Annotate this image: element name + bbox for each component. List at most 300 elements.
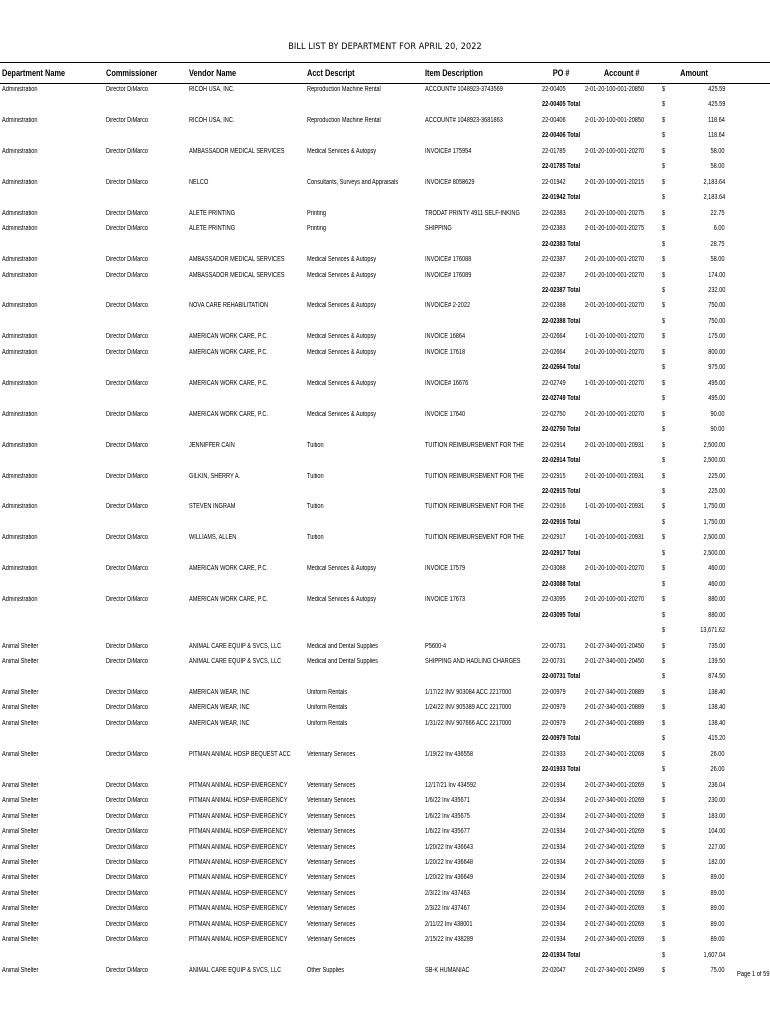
table-row bbox=[0, 656, 770, 669]
department-cell: Administration bbox=[2, 472, 38, 480]
account-number-cell: 1-01-20-100-001-20270 bbox=[585, 333, 645, 341]
currency-symbol: $ bbox=[662, 859, 666, 866]
po-total-row bbox=[0, 130, 770, 143]
po-total-row bbox=[0, 316, 770, 329]
commissioner-cell: Director DiMarco bbox=[106, 348, 149, 356]
item-description-cell: 1/24/22 INV 905389 ACC 2217000 bbox=[425, 704, 512, 712]
account-number-cell: 2-01-27-340-001-20269 bbox=[585, 812, 645, 820]
po-number-cell: 22-00979 Total bbox=[542, 735, 581, 743]
vendor-cell: WILLIAMS, ALLEN bbox=[189, 534, 237, 542]
amount-cell: 230.00 bbox=[707, 797, 725, 805]
table-row bbox=[0, 934, 770, 947]
amount-cell: 2,500.00 bbox=[703, 457, 725, 465]
table-row bbox=[0, 641, 770, 654]
acct-descript-cell: Reproduction Machine Rental bbox=[307, 116, 381, 124]
po-total-row bbox=[0, 548, 770, 561]
commissioner-cell: Director DiMarco bbox=[106, 936, 149, 944]
acct-descript-cell: Veterinary Services bbox=[307, 797, 356, 805]
currency-symbol: $ bbox=[662, 967, 666, 975]
department-cell: Administration bbox=[2, 209, 38, 217]
po-number-cell: 22-00731 bbox=[542, 642, 566, 650]
po-number-cell: 22-02914 bbox=[542, 441, 566, 449]
department-cell: Animal Shelter bbox=[2, 859, 39, 866]
department-cell: Animal Shelter bbox=[2, 843, 39, 851]
currency-symbol: $ bbox=[662, 457, 666, 465]
amount-cell: 460.00 bbox=[707, 580, 725, 588]
department-cell: Animal Shelter bbox=[2, 704, 39, 712]
commissioner-cell: Director DiMarco bbox=[106, 596, 149, 604]
commissioner-cell: Director DiMarco bbox=[106, 812, 149, 820]
table-row bbox=[0, 749, 770, 762]
commissioner-cell: Director DiMarco bbox=[106, 750, 149, 758]
item-description-cell: TUITION REIMBURSEMENT FOR THE bbox=[425, 472, 525, 480]
po-number-cell: 22-01942 bbox=[542, 178, 566, 186]
table-row bbox=[0, 409, 770, 422]
amount-cell: 2,500.00 bbox=[703, 441, 725, 449]
account-number-cell: 2-01-27-340-001-20269 bbox=[585, 797, 645, 805]
table-row bbox=[0, 780, 770, 793]
commissioner-cell: Director DiMarco bbox=[106, 410, 149, 418]
commissioner-cell: Director DiMarco bbox=[106, 256, 149, 264]
po-number-cell: 22-02916 bbox=[542, 503, 566, 511]
acct-descript-cell: Tuition bbox=[307, 441, 324, 449]
po-number-cell: 22-01934 bbox=[542, 859, 566, 866]
account-number-cell: 2-01-27-340-001-20269 bbox=[585, 905, 645, 913]
po-number-cell: 22-02915 bbox=[542, 472, 566, 480]
po-number-cell: 22-01933 Total bbox=[542, 766, 581, 774]
item-description-cell: 1/6/22 Inv 435675 bbox=[425, 812, 470, 820]
acct-descript-cell: Veterinary Services bbox=[307, 828, 356, 836]
po-number-cell: 22-02749 bbox=[542, 379, 566, 387]
department-cell: Animal Shelter bbox=[2, 812, 39, 820]
amount-cell: 460.00 bbox=[707, 565, 725, 573]
po-total-row bbox=[0, 455, 770, 468]
department-cell: Administration bbox=[2, 271, 38, 279]
item-description-cell: 1/20/22 Inv 436648 bbox=[425, 859, 473, 866]
acct-descript-cell: Uniform Rentals bbox=[307, 688, 348, 696]
department-cell: Animal Shelter bbox=[2, 920, 39, 928]
department-cell: Administration bbox=[2, 441, 38, 449]
account-number-cell: 2-01-20-100-001-20270 bbox=[585, 271, 645, 279]
acct-descript-cell: Veterinary Services bbox=[307, 843, 356, 851]
page-number: Page 1 of 59 bbox=[737, 971, 770, 978]
commissioner-cell: Director DiMarco bbox=[106, 333, 149, 341]
department-cell: Animal Shelter bbox=[2, 936, 39, 944]
currency-symbol: $ bbox=[662, 828, 666, 836]
currency-symbol: $ bbox=[662, 920, 666, 928]
currency-symbol: $ bbox=[662, 410, 666, 418]
acct-descript-cell: Other Supplies bbox=[307, 967, 345, 975]
currency-symbol: $ bbox=[662, 317, 666, 325]
po-number-cell: 22-00406 Total bbox=[542, 132, 581, 140]
currency-symbol: $ bbox=[662, 163, 666, 171]
account-number-cell: 2-01-27-340-001-20269 bbox=[585, 843, 645, 851]
amount-cell: 750.00 bbox=[707, 317, 725, 325]
currency-symbol: $ bbox=[662, 116, 666, 124]
po-total-row bbox=[0, 486, 770, 499]
department-cell: Administration bbox=[2, 410, 38, 418]
amount-cell: 26.00 bbox=[710, 766, 725, 774]
vendor-cell: PITMAN ANIMAL HOSP-EMERGENCY bbox=[189, 859, 288, 866]
currency-symbol: $ bbox=[662, 240, 666, 248]
account-number-cell: 2-01-27-340-001-20499 bbox=[585, 967, 645, 975]
table-row bbox=[0, 718, 770, 731]
item-description-cell: 1/6/22 Inv 435677 bbox=[425, 828, 470, 836]
commissioner-cell: Director DiMarco bbox=[106, 302, 149, 310]
amount-cell: 6.00 bbox=[714, 225, 725, 233]
po-total-row bbox=[0, 239, 770, 252]
currency-symbol: $ bbox=[662, 596, 666, 604]
amount-cell: 175.00 bbox=[707, 333, 725, 341]
item-description-cell: 2/11/22 Inv 438001 bbox=[425, 920, 473, 928]
item-description-cell: 2/3/22 Inv 437463 bbox=[425, 889, 470, 897]
acct-descript-cell: Tuition bbox=[307, 534, 324, 542]
currency-symbol: $ bbox=[662, 905, 666, 913]
vendor-cell: AMERICAN WEAR, INC bbox=[189, 704, 250, 712]
table-row bbox=[0, 594, 770, 607]
department-cell: Animal Shelter bbox=[2, 828, 39, 836]
currency-symbol: $ bbox=[662, 101, 666, 109]
po-number-cell: 22-00731 Total bbox=[542, 673, 581, 681]
item-description-cell: TUITION REIMBURSEMENT FOR THE bbox=[425, 441, 525, 449]
currency-symbol: $ bbox=[662, 549, 666, 557]
commissioner-cell: Director DiMarco bbox=[106, 642, 149, 650]
currency-symbol: $ bbox=[662, 441, 666, 449]
vendor-cell: PITMAN ANIMAL HOSP-EMERGENCY bbox=[189, 874, 288, 882]
vendor-cell: ALETE PRINTING bbox=[189, 209, 236, 217]
po-total-row bbox=[0, 671, 770, 684]
amount-cell: 174.00 bbox=[707, 271, 725, 279]
amount-cell: 138.40 bbox=[707, 719, 725, 727]
acct-descript-cell: Veterinary Services bbox=[307, 889, 356, 897]
account-number-cell: 2-01-20-100-001-20215 bbox=[585, 178, 645, 186]
currency-symbol: $ bbox=[662, 178, 666, 186]
amount-cell: 880.00 bbox=[707, 596, 725, 604]
po-number-cell: 22-02916 Total bbox=[542, 518, 581, 526]
commissioner-cell: Director DiMarco bbox=[106, 271, 149, 279]
item-description-cell: 1/19/22 Inv 436558 bbox=[425, 750, 473, 758]
po-number-cell: 22-01934 bbox=[542, 920, 566, 928]
amount-cell: 26.00 bbox=[710, 750, 725, 758]
item-description-cell: TRODAT PRINTY 4911 SELF-INKING bbox=[425, 209, 520, 217]
table-row bbox=[0, 223, 770, 236]
amount-cell: 1,750.00 bbox=[703, 518, 725, 526]
table-row bbox=[0, 842, 770, 855]
po-number-cell: 22-02387 bbox=[542, 271, 566, 279]
table-row bbox=[0, 563, 770, 576]
commissioner-cell: Director DiMarco bbox=[106, 178, 149, 186]
department-cell: Administration bbox=[2, 348, 38, 356]
amount-cell: 118.64 bbox=[708, 132, 725, 140]
po-number-cell: 22-01934 bbox=[542, 812, 566, 820]
table-row bbox=[0, 811, 770, 824]
item-description-cell: TUITION REIMBURSEMENT FOR THE bbox=[425, 503, 525, 511]
po-total-row bbox=[0, 517, 770, 530]
item-description-cell: 2/15/22 Inv 438289 bbox=[425, 936, 473, 944]
header-item-description: Item Description bbox=[425, 68, 483, 78]
currency-symbol: $ bbox=[662, 688, 666, 696]
amount-cell: 415.20 bbox=[707, 735, 725, 743]
vendor-cell: AMERICAN WORK CARE, P.C. bbox=[189, 379, 268, 387]
po-number-cell: 22-02750 Total bbox=[542, 426, 581, 434]
po-number-cell: 22-00979 bbox=[542, 719, 566, 727]
currency-symbol: $ bbox=[662, 843, 666, 851]
po-number-cell: 22-02749 Total bbox=[542, 395, 581, 403]
po-number-cell: 22-02047 bbox=[542, 967, 566, 975]
currency-symbol: $ bbox=[662, 658, 666, 666]
amount-cell: 183.00 bbox=[707, 812, 725, 820]
currency-symbol: $ bbox=[662, 364, 666, 372]
vendor-cell: AMBASSADOR MEDICAL SERVICES bbox=[189, 271, 285, 279]
department-cell: Administration bbox=[2, 302, 38, 310]
account-number-cell: 2-01-27-340-001-20269 bbox=[585, 828, 645, 836]
commissioner-cell: Director DiMarco bbox=[106, 534, 149, 542]
currency-symbol: $ bbox=[662, 86, 666, 93]
department-cell: Administration bbox=[2, 503, 38, 511]
acct-descript-cell: Veterinary Services bbox=[307, 920, 356, 928]
vendor-cell: AMERICAN WEAR, INC bbox=[189, 719, 250, 727]
commissioner-cell: Director DiMarco bbox=[106, 688, 149, 696]
amount-cell: 735.00 bbox=[707, 642, 725, 650]
table-row bbox=[0, 254, 770, 267]
item-description-cell: SHIPPING bbox=[425, 225, 452, 233]
po-number-cell: 22-01785 bbox=[542, 147, 566, 155]
vendor-cell: JENNIFFER CAIN bbox=[189, 441, 235, 449]
department-cell: Animal Shelter bbox=[2, 688, 39, 696]
vendor-cell: AMERICAN WORK CARE, P.C. bbox=[189, 596, 268, 604]
amount-cell: 425.59 bbox=[707, 86, 725, 93]
vendor-cell: PITMAN ANIMAL HOSP BEQUEST ACC bbox=[189, 750, 291, 758]
po-number-cell: 22-02914 Total bbox=[542, 457, 581, 465]
commissioner-cell: Director DiMarco bbox=[106, 704, 149, 712]
department-cell: Animal Shelter bbox=[2, 889, 39, 897]
item-description-cell: INVOICE# 2-2022 bbox=[425, 302, 471, 310]
header-department-name: Department Name bbox=[2, 68, 66, 78]
vendor-cell: NELCO bbox=[189, 178, 209, 186]
amount-cell: 89.00 bbox=[710, 920, 725, 928]
department-cell: Administration bbox=[2, 379, 38, 387]
table-row bbox=[0, 826, 770, 839]
acct-descript-cell: Medical Services & Autopsy bbox=[307, 379, 377, 387]
po-number-cell: 22-02664 Total bbox=[542, 364, 581, 372]
currency-symbol: $ bbox=[662, 395, 666, 403]
currency-symbol: $ bbox=[662, 271, 666, 279]
amount-cell: 2,500.00 bbox=[703, 549, 725, 557]
acct-descript-cell: Printing bbox=[307, 225, 326, 233]
department-cell: Administration bbox=[2, 534, 38, 542]
item-description-cell: SB-K HUMANIAC bbox=[425, 967, 470, 975]
acct-descript-cell: Veterinary Services bbox=[307, 936, 356, 944]
amount-cell: 880.00 bbox=[707, 611, 725, 619]
po-number-cell: 22-02383 bbox=[542, 225, 566, 233]
table-row bbox=[0, 300, 770, 313]
department-cell: Administration bbox=[2, 256, 38, 264]
table-row bbox=[0, 501, 770, 514]
table-row bbox=[0, 331, 770, 344]
po-number-cell: 22-00731 bbox=[542, 658, 566, 666]
currency-symbol: $ bbox=[662, 889, 666, 897]
po-number-cell: 22-02388 Total bbox=[542, 317, 581, 325]
amount-cell: 89.00 bbox=[710, 905, 725, 913]
amount-cell: 138.40 bbox=[707, 688, 725, 696]
table-row bbox=[0, 888, 770, 901]
amount-cell: 118.64 bbox=[708, 116, 725, 124]
account-number-cell: 2-01-20-100-001-20270 bbox=[585, 256, 645, 264]
po-total-row bbox=[0, 950, 770, 963]
account-number-cell: 2-01-27-340-001-20269 bbox=[585, 859, 645, 866]
vendor-cell: AMERICAN WORK CARE, P.C. bbox=[189, 348, 268, 356]
department-cell: Animal Shelter bbox=[2, 905, 39, 913]
department-cell: Animal Shelter bbox=[2, 658, 39, 666]
amount-cell: 58.00 bbox=[710, 163, 725, 171]
account-number-cell: 2-01-20-100-001-20850 bbox=[585, 116, 645, 124]
po-number-cell: 22-03088 Total bbox=[542, 580, 581, 588]
department-cell: Animal Shelter bbox=[2, 642, 39, 650]
po-number-cell: 22-02664 bbox=[542, 333, 566, 341]
po-number-cell: 22-02387 Total bbox=[542, 286, 581, 294]
po-number-cell: 22-00979 bbox=[542, 704, 566, 712]
po-total-row bbox=[0, 579, 770, 592]
amount-cell: 75.00 bbox=[710, 967, 725, 975]
vendor-cell: PITMAN ANIMAL HOSP-EMERGENCY bbox=[189, 797, 288, 805]
commissioner-cell: Director DiMarco bbox=[106, 843, 149, 851]
account-number-cell: 2-01-27-340-001-20889 bbox=[585, 688, 645, 696]
commissioner-cell: Director DiMarco bbox=[106, 920, 149, 928]
vendor-cell: AMBASSADOR MEDICAL SERVICES bbox=[189, 256, 285, 264]
commissioner-cell: Director DiMarco bbox=[106, 503, 149, 511]
po-number-cell: 22-00406 bbox=[542, 116, 566, 124]
table-row bbox=[0, 440, 770, 453]
department-cell: Animal Shelter bbox=[2, 719, 39, 727]
po-number-cell: 22-01934 bbox=[542, 843, 566, 851]
commissioner-cell: Director DiMarco bbox=[106, 379, 149, 387]
acct-descript-cell: Medical and Dental Supplies bbox=[307, 658, 378, 666]
commissioner-cell: Director DiMarco bbox=[106, 859, 149, 866]
account-number-cell: 2-01-20-100-001-20270 bbox=[585, 565, 645, 573]
department-cell: Animal Shelter bbox=[2, 750, 39, 758]
commissioner-cell: Director DiMarco bbox=[106, 797, 149, 805]
item-description-cell: INVOICE 17618 bbox=[425, 348, 466, 356]
acct-descript-cell: Medical Services & Autopsy bbox=[307, 596, 377, 604]
currency-symbol: $ bbox=[662, 580, 666, 588]
currency-symbol: $ bbox=[662, 132, 666, 140]
amount-cell: 495.00 bbox=[707, 395, 725, 403]
acct-descript-cell: Medical Services & Autopsy bbox=[307, 333, 377, 341]
account-number-cell: 2-01-20-100-001-20270 bbox=[585, 410, 645, 418]
currency-symbol: $ bbox=[662, 627, 666, 635]
item-description-cell: INVOICE# 16676 bbox=[425, 379, 469, 387]
commissioner-cell: Director DiMarco bbox=[106, 209, 149, 217]
currency-symbol: $ bbox=[662, 565, 666, 573]
account-number-cell: 2-01-27-340-001-20269 bbox=[585, 936, 645, 944]
po-number-cell: 22-01934 bbox=[542, 889, 566, 897]
po-number-cell: 22-01934 bbox=[542, 781, 566, 789]
acct-descript-cell: Veterinary Services bbox=[307, 750, 356, 758]
item-description-cell: 1/6/22 Inv 435671 bbox=[425, 797, 470, 805]
table-row bbox=[0, 347, 770, 360]
vendor-cell: GILKIN, SHERRY A. bbox=[189, 472, 241, 480]
amount-cell: 800.00 bbox=[707, 348, 725, 356]
commissioner-cell: Director DiMarco bbox=[106, 828, 149, 836]
department-cell: Administration bbox=[2, 565, 38, 573]
amount-cell: 13,671.62 bbox=[700, 627, 725, 635]
currency-symbol: $ bbox=[662, 209, 666, 217]
amount-cell: 58.00 bbox=[710, 147, 725, 155]
po-number-cell: 22-02915 Total bbox=[542, 487, 581, 495]
account-number-cell: 2-01-20-100-001-20931 bbox=[585, 441, 645, 449]
po-number-cell: 22-01942 Total bbox=[542, 194, 581, 202]
acct-descript-cell: Printing bbox=[307, 209, 326, 217]
vendor-cell: PITMAN ANIMAL HOSP-EMERGENCY bbox=[189, 812, 288, 820]
vendor-cell: ALETE PRINTING bbox=[189, 225, 236, 233]
currency-symbol: $ bbox=[662, 147, 666, 155]
header-vendor-name: Vendor Name bbox=[189, 68, 237, 78]
item-description-cell: ACCOUNT# 1048923-3743569 bbox=[425, 86, 503, 93]
table-row bbox=[0, 687, 770, 700]
po-total-row bbox=[0, 161, 770, 174]
acct-descript-cell: Tuition bbox=[307, 472, 324, 480]
department-cell: Animal Shelter bbox=[2, 797, 39, 805]
vendor-cell: ANIMAL CARE EQUIP & SVCS, LLC bbox=[189, 967, 282, 975]
table-row bbox=[0, 532, 770, 545]
po-total-row bbox=[0, 764, 770, 777]
department-cell: Administration bbox=[2, 86, 38, 93]
table-row bbox=[0, 903, 770, 916]
account-number-cell: 2-01-27-340-001-20269 bbox=[585, 874, 645, 882]
account-number-cell: 1-01-20-100-001-20931 bbox=[585, 534, 645, 542]
po-number-cell: 22-00405 Total bbox=[542, 101, 581, 109]
po-number-cell: 22-02383 bbox=[542, 209, 566, 217]
po-total-row bbox=[0, 99, 770, 112]
table-row bbox=[0, 872, 770, 885]
acct-descript-cell: Tuition bbox=[307, 503, 324, 511]
table-row bbox=[0, 208, 770, 221]
amount-cell: 22.75 bbox=[710, 209, 725, 217]
item-description-cell: INVOICE# 176089 bbox=[425, 271, 472, 279]
account-number-cell: 2-01-20-100-001-20270 bbox=[585, 348, 645, 356]
acct-descript-cell: Veterinary Services bbox=[307, 812, 356, 820]
currency-symbol: $ bbox=[662, 286, 666, 294]
acct-descript-cell: Medical Services & Autopsy bbox=[307, 256, 377, 264]
commissioner-cell: Director DiMarco bbox=[106, 658, 149, 666]
account-number-cell: 2-01-20-100-001-20850 bbox=[585, 86, 645, 93]
vendor-cell: PITMAN ANIMAL HOSP-EMERGENCY bbox=[189, 843, 288, 851]
department-cell: Animal Shelter bbox=[2, 874, 39, 882]
po-number-cell: 22-02664 bbox=[542, 348, 566, 356]
po-total-row bbox=[0, 192, 770, 205]
account-number-cell: 2-01-27-340-001-20450 bbox=[585, 642, 645, 650]
po-number-cell: 22-02917 bbox=[542, 534, 566, 542]
po-number-cell: 22-01934 bbox=[542, 828, 566, 836]
account-number-cell: 1-01-20-100-001-20931 bbox=[585, 503, 645, 511]
amount-cell: 2,183.64 bbox=[703, 194, 725, 202]
department-cell: Administration bbox=[2, 116, 38, 124]
currency-symbol: $ bbox=[662, 797, 666, 805]
po-number-cell: 22-01934 bbox=[542, 874, 566, 882]
acct-descript-cell: Medical Services & Autopsy bbox=[307, 348, 377, 356]
table-row bbox=[0, 471, 770, 484]
header-acct-descript: Acct Descript bbox=[307, 68, 355, 78]
header-po-number: PO # bbox=[553, 68, 570, 78]
po-total-row bbox=[0, 610, 770, 623]
po-number-cell: 22-01934 Total bbox=[542, 951, 581, 959]
po-number-cell: 22-03095 bbox=[542, 596, 566, 604]
account-number-cell: 2-01-20-100-001-20270 bbox=[585, 147, 645, 155]
item-description-cell: 1/17/22 INV 903084 ACC 2217000 bbox=[425, 688, 512, 696]
acct-descript-cell: Reproduction Machine Rental bbox=[307, 86, 381, 93]
commissioner-cell: Director DiMarco bbox=[106, 781, 149, 789]
department-cell: Administration bbox=[2, 178, 38, 186]
